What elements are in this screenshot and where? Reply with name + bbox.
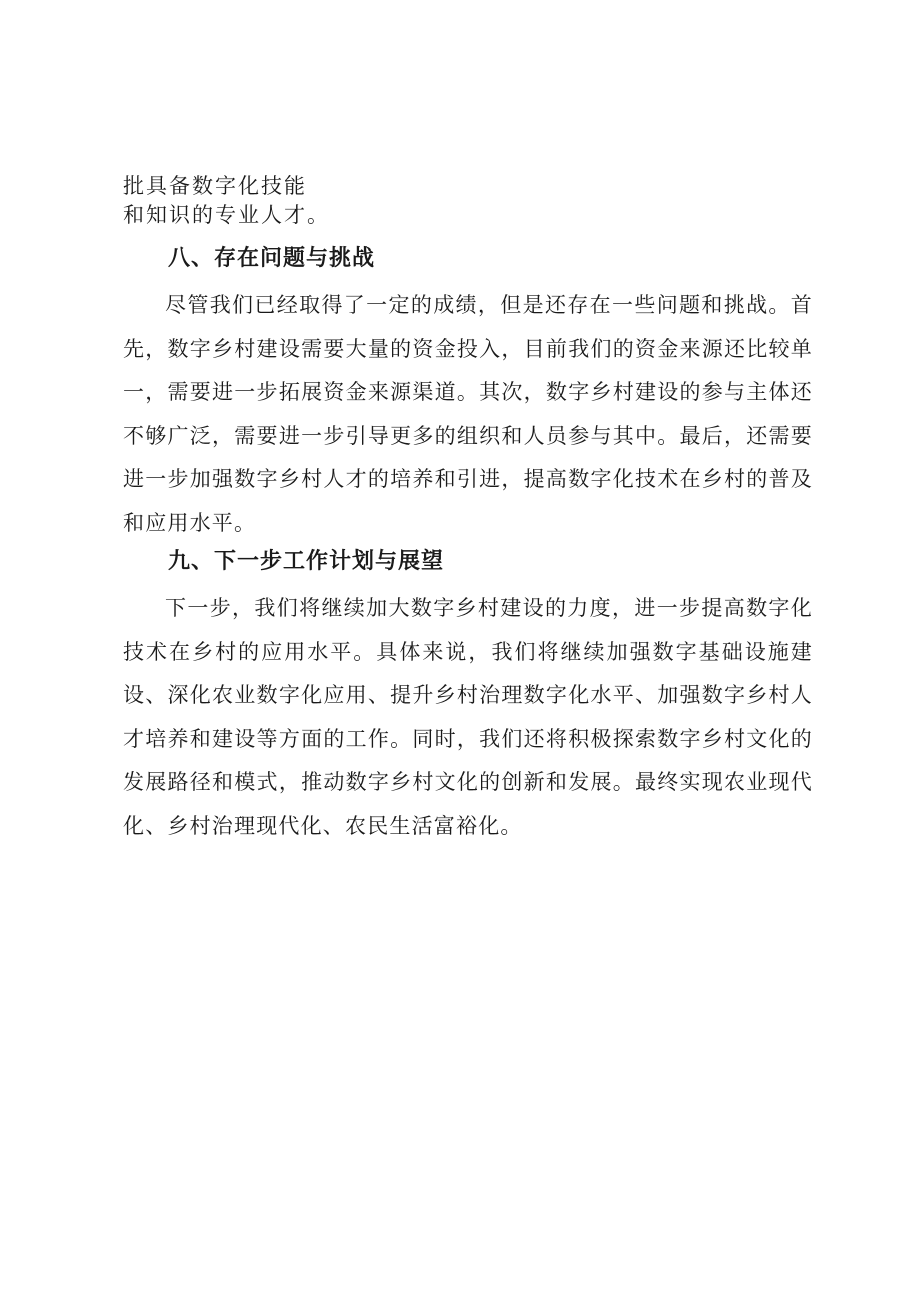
carry-line-2: 和知识的专业人才。 xyxy=(123,203,330,227)
section-paragraph-8: 尽管我们已经取得了一定的成绩，但是还存在一些问题和挑战。首先，数字乡村建设需要大量的资金投入，目前我们的资金来源还比较单一，需要进一步拓展资金来源渠道。其次，数字乡村建设的参与主体还不够广泛，需要进一步引导更多的组织和人员参与其中。最后，还需要进一步加强数字乡村人才的培养和引进，提高数字化技术在乡村的普及和应用水平。 xyxy=(123,293,813,535)
section-paragraph-9: 下一步，我们将继续加大数字乡村建设的力度，进一步提高数字化技术在乡村的应用水平。具体来说，我们将继续加强数字基础设施建设、深化农业数字化应用、提升乡村治理数字化水平、加强数字乡村人才培养和建设等方面的工作。同时，我们还将积极探索数字乡村文化的发展路径和模式，推动数字乡村文化的创新和发展。最终实现农业现代化、乡村治理现代化、农民生活富裕化。 xyxy=(123,596,813,838)
section-heading-8: 八、存在问题与挑战 xyxy=(168,246,376,271)
section-heading-9: 九、下一步工作计划与展望 xyxy=(168,549,445,574)
carry-line-1: 批具备数字化技能 xyxy=(123,174,307,198)
carry-over-text xyxy=(123,172,813,230)
